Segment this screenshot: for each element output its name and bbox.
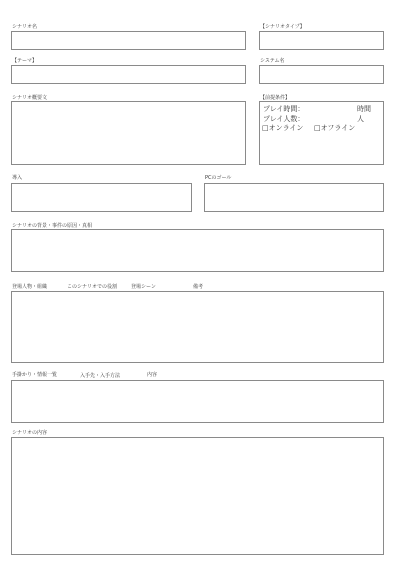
theme-field[interactable] [11, 65, 246, 84]
background-label: シナリオの背景・事件の原因・真相 [12, 223, 92, 229]
players-label: プレイ人数： [263, 115, 305, 123]
characters-label: 登場人物・組織 [12, 284, 48, 290]
intro-field[interactable] [11, 183, 192, 212]
clues-field[interactable] [11, 380, 384, 423]
role-label: このシナリオでの役割 [67, 284, 117, 290]
summary-label: シナリオ概要文 [12, 95, 47, 101]
theme-label: 【テーマ】 [12, 58, 38, 64]
system-name-label: システム名 [260, 58, 285, 64]
content-label: 内容 [147, 372, 158, 378]
background-field[interactable] [11, 229, 384, 272]
clues-label: 手掛かり・情報一覧 [12, 372, 58, 378]
scenario-type-field[interactable] [259, 31, 384, 50]
play-time-label: プレイ時間： [263, 105, 305, 113]
summary-field[interactable] [11, 101, 246, 165]
scenario-name-label: シナリオ名 [12, 24, 37, 30]
play-time-unit: 時間 [357, 105, 371, 113]
scenario-content-label: シナリオの内容 [12, 430, 47, 436]
scene-label: 登場シーン [131, 284, 156, 290]
system-name-field[interactable] [259, 65, 384, 84]
prereq-label: 【前提条件】 [260, 95, 291, 101]
source-label: 入手先・入手方法 [80, 373, 121, 379]
prereq-box[interactable] [259, 101, 384, 165]
offline-checkbox[interactable]: □オフライン [314, 124, 356, 132]
notes-label: 備考 [193, 284, 204, 290]
scenario-content-field[interactable] [11, 437, 384, 555]
characters-field[interactable] [11, 291, 384, 363]
intro-label: 導入 [12, 175, 23, 181]
pc-goal-label: PCのゴール [205, 175, 232, 181]
players-unit: 人 [357, 115, 364, 123]
scenario-type-label: 【シナリオタイプ】 [260, 24, 305, 30]
pc-goal-field[interactable] [204, 183, 384, 212]
scenario-name-field[interactable] [11, 31, 246, 50]
online-checkbox[interactable]: □オンライン [262, 124, 304, 132]
